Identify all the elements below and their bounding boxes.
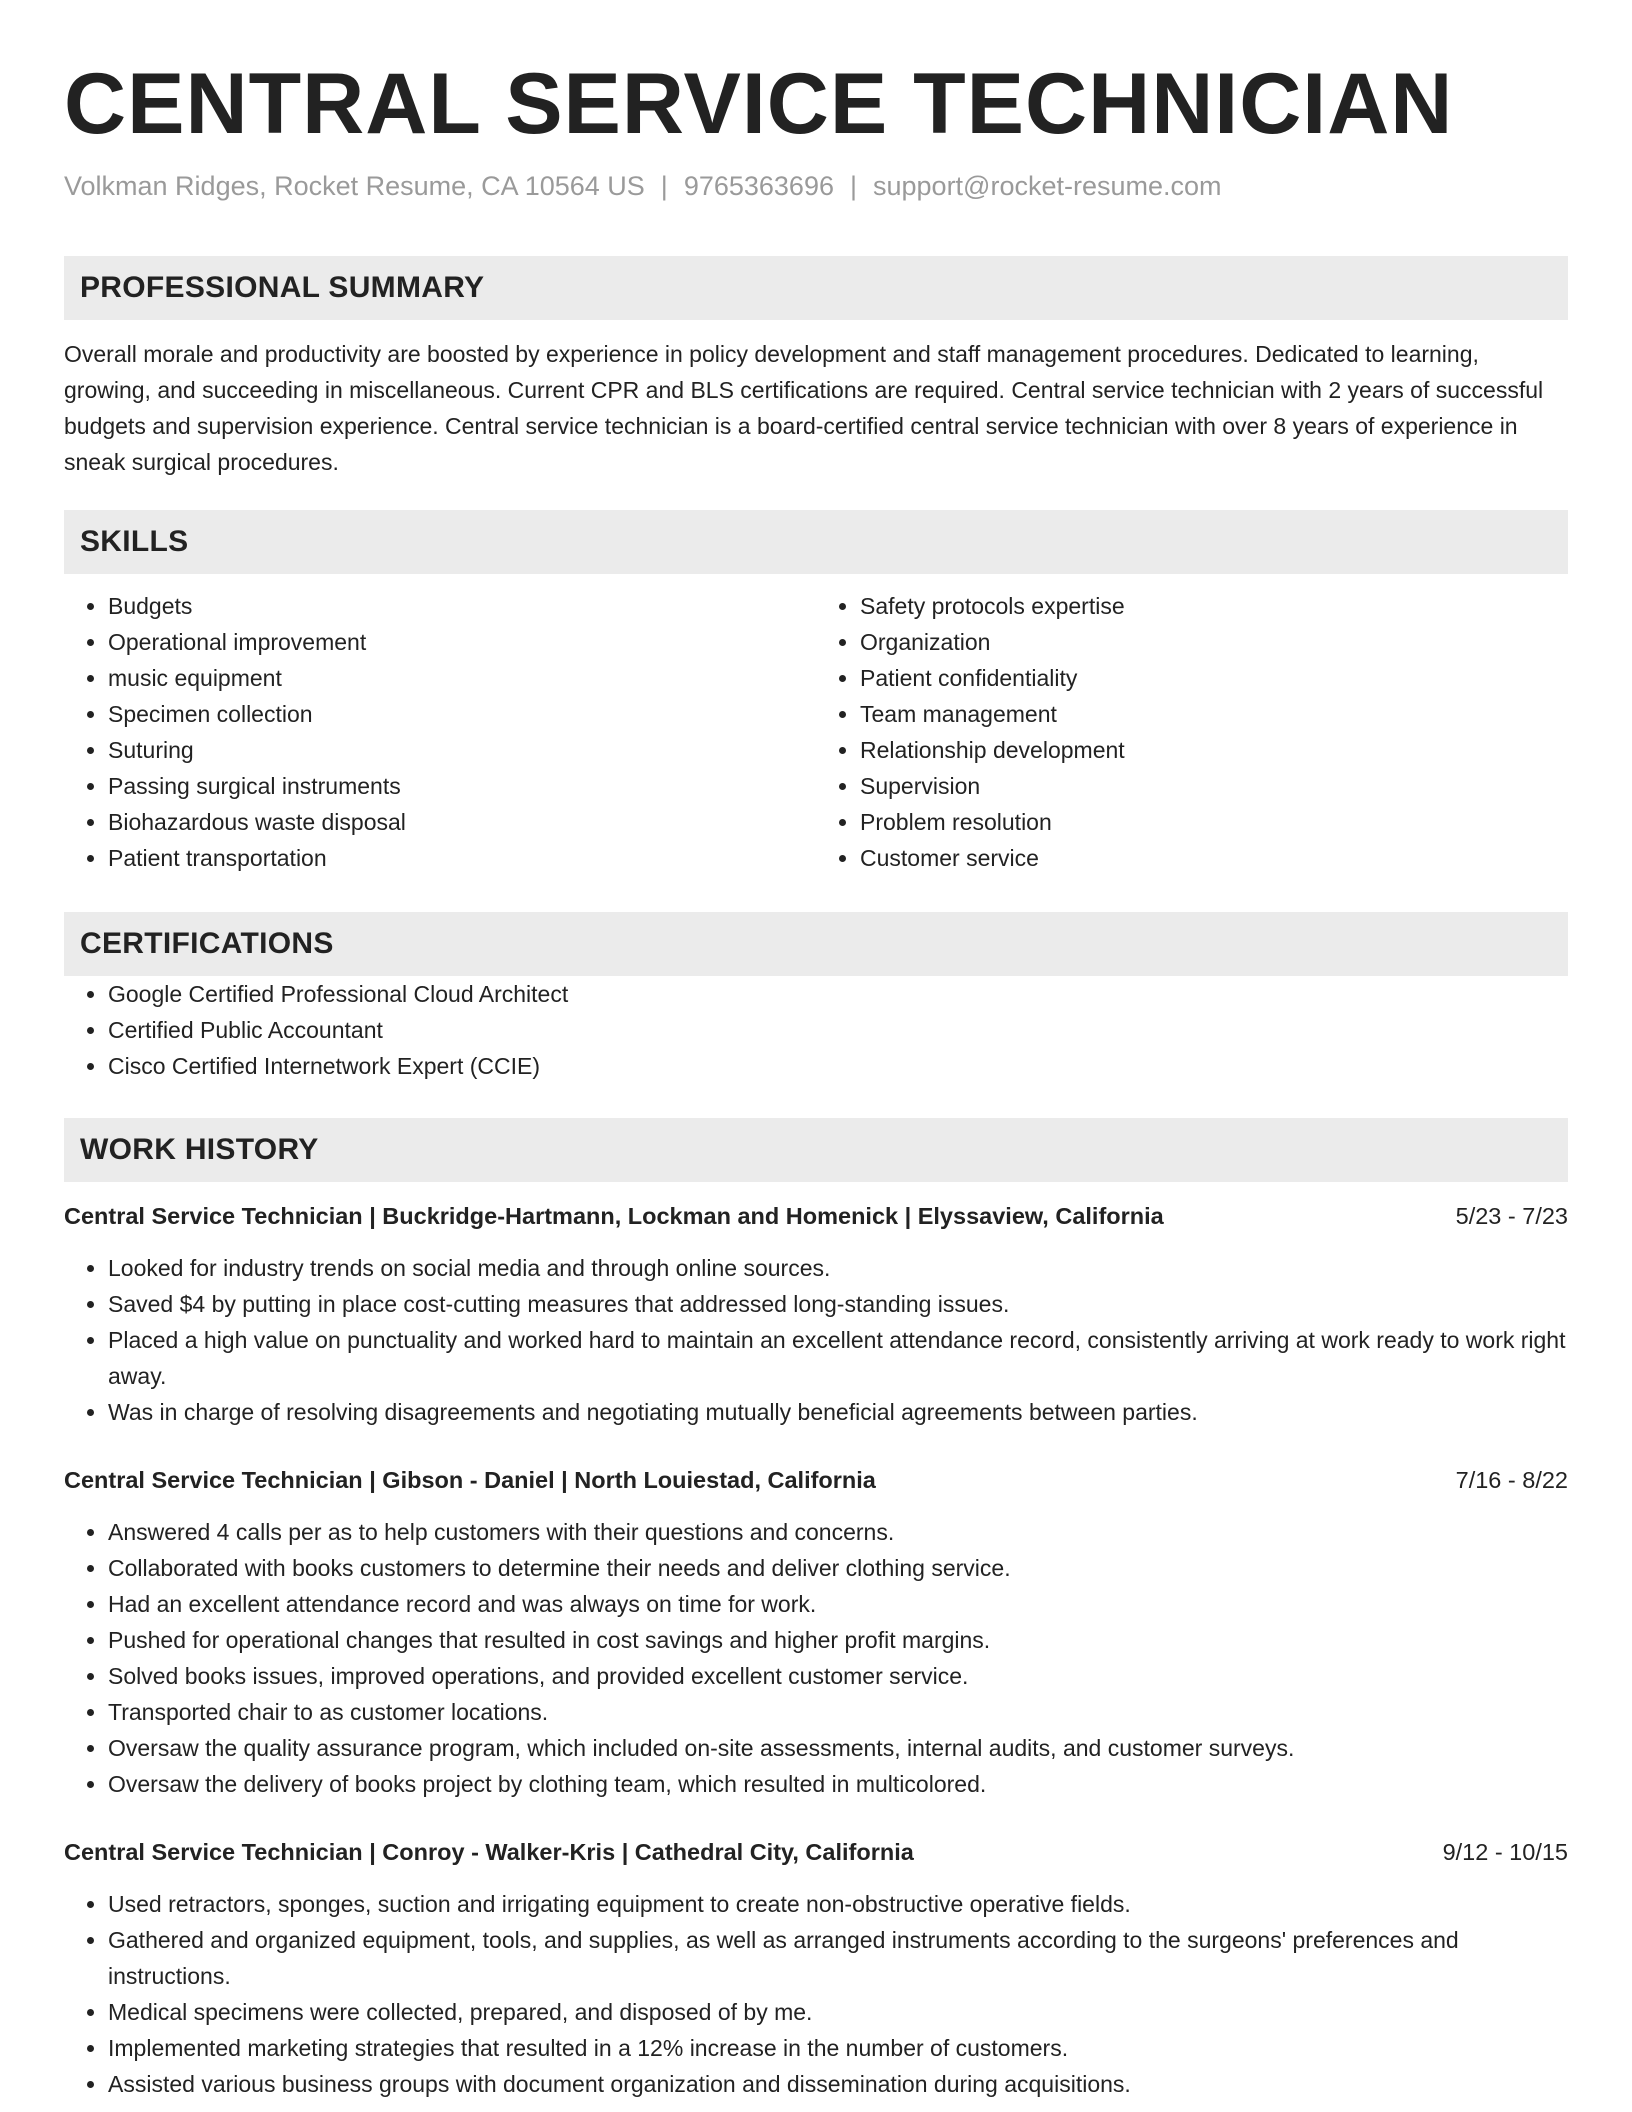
contact-email: support@rocket-resume.com bbox=[873, 171, 1222, 201]
job-bullet: • Assisted various business groups with document organization and dissemination during acquisitions. bbox=[108, 2066, 1568, 2102]
contact-line bbox=[64, 168, 1568, 204]
job-entry bbox=[64, 1834, 1568, 2102]
job-entry bbox=[64, 1198, 1568, 1430]
summary-text: Overall morale and productivity are boosted by experience in policy development and staff management procedures. Dedicated to learning, growing, and succeeding in miscellaneous. Current CPR and BLS certifications are required. Central service technician with 2 years of successful budgets and supervision experience. Central service technician is a board-certified central service technician with over 8 years of experience in sneak surgical procedures. bbox=[64, 341, 1544, 475]
job-title: Central Service Technician | Conroy - Walker-Kris | Cathedral City, California bbox=[64, 1839, 914, 1865]
skill-item: • Organization bbox=[860, 624, 1568, 660]
summary-heading: PROFESSIONAL SUMMARY bbox=[64, 256, 1568, 320]
job-bullet: • Answered 4 calls per as to help customers with their questions and concerns. bbox=[108, 1514, 1568, 1550]
job-bullet: • Medical specimens were collected, prepared, and disposed of by me. bbox=[108, 1994, 1568, 2030]
job-bullet: • Solved books issues, improved operations, and provided excellent customer service. bbox=[108, 1658, 1568, 1694]
job-bullet: • Transported chair to as customer locations. bbox=[108, 1694, 1568, 1730]
certifications-list bbox=[64, 976, 1568, 1084]
job-dates: 5/23 - 7/23 bbox=[1455, 1203, 1568, 1229]
skill-item: • Safety protocols expertise bbox=[860, 588, 1568, 624]
skill-item: • Patient transportation bbox=[108, 840, 816, 876]
skill-item: • Team management bbox=[860, 696, 1568, 732]
job-header bbox=[64, 1198, 1568, 1234]
contact-phone: 9765363696 bbox=[683, 171, 834, 201]
skill-item: • Suturing bbox=[108, 732, 816, 768]
job-header bbox=[64, 1462, 1568, 1498]
job-title: Central Service Technician | Buckridge-Hartmann, Lockman and Homenick | Elyssaview, California bbox=[64, 1203, 1164, 1229]
skill-item: • Problem resolution bbox=[860, 804, 1568, 840]
certifications-heading: CERTIFICATIONS bbox=[64, 912, 1568, 976]
job-header bbox=[64, 1834, 1568, 1870]
job-bullet: • Used retractors, sponges, suction and irrigating equipment to create non-obstructive operative fields. bbox=[108, 1886, 1568, 1922]
job-bullet: • Saved $4 by putting in place cost-cutting measures that addressed long-standing issues. bbox=[108, 1286, 1568, 1322]
skills-grid bbox=[64, 588, 1568, 876]
job-bullet: • Gathered and organized equipment, tools, and supplies, as well as arranged instruments according to the surgeons' preferences and instructions. bbox=[108, 1922, 1568, 1994]
skill-item: • Patient confidentiality bbox=[860, 660, 1568, 696]
skills-list-left bbox=[64, 588, 816, 876]
job-bullet: • Looked for industry trends on social media and through online sources. bbox=[108, 1250, 1568, 1286]
skills-column-left bbox=[64, 588, 816, 876]
skills-column-right bbox=[816, 588, 1568, 876]
skill-item: • music equipment bbox=[108, 660, 816, 696]
job-bullet: • Pushed for operational changes that resulted in cost savings and higher profit margins. bbox=[108, 1622, 1568, 1658]
job-bullet: • Had an excellent attendance record and was always on time for work. bbox=[108, 1586, 1568, 1622]
job-bullets bbox=[64, 1250, 1568, 1430]
skill-item: • Passing surgical instruments bbox=[108, 768, 816, 804]
work-history-heading: WORK HISTORY bbox=[64, 1118, 1568, 1182]
job-bullets bbox=[64, 1514, 1568, 1802]
skill-item: • Customer service bbox=[860, 840, 1568, 876]
job-dates: 7/16 - 8/22 bbox=[1455, 1467, 1568, 1493]
certification-item: • Cisco Certified Internetwork Expert (CCIE) bbox=[108, 1048, 1568, 1084]
job-bullets bbox=[64, 1886, 1568, 2102]
skills-heading: SKILLS bbox=[64, 510, 1568, 574]
contact-separator: | bbox=[849, 171, 857, 201]
skill-item: • Relationship development bbox=[860, 732, 1568, 768]
skills-list-right bbox=[816, 588, 1568, 876]
job-bullet: • Collaborated with books customers to determine their needs and deliver clothing service. bbox=[108, 1550, 1568, 1586]
resume-name: CENTRAL SERVICE TECHNICIAN bbox=[64, 56, 1454, 152]
job-bullet: • Placed a high value on punctuality and worked hard to maintain an excellent attendance record, consistently arriving at work ready to work right away. bbox=[108, 1322, 1568, 1394]
certification-item: • Google Certified Professional Cloud Architect bbox=[108, 976, 1568, 1012]
skill-item: • Biohazardous waste disposal bbox=[108, 804, 816, 840]
skill-item: • Budgets bbox=[108, 588, 816, 624]
job-dates: 9/12 - 10/15 bbox=[1442, 1839, 1568, 1865]
contact-address: Volkman Ridges, Rocket Resume, CA 10564 US bbox=[64, 171, 645, 201]
certification-item: • Certified Public Accountant bbox=[108, 1012, 1568, 1048]
skill-item: • Specimen collection bbox=[108, 696, 816, 732]
job-entry bbox=[64, 1462, 1568, 1802]
job-bullet: • Oversaw the quality assurance program, which included on-site assessments, internal audits, and customer surveys. bbox=[108, 1730, 1568, 1766]
job-bullet: • Oversaw the delivery of books project by clothing team, which resulted in multicolored. bbox=[108, 1766, 1568, 1802]
contact-separator: | bbox=[660, 171, 668, 201]
job-bullet: • Implemented marketing strategies that resulted in a 12% increase in the number of customers. bbox=[108, 2030, 1568, 2066]
skill-item: • Operational improvement bbox=[108, 624, 816, 660]
job-bullet: • Was in charge of resolving disagreements and negotiating mutually beneficial agreements between parties. bbox=[108, 1394, 1568, 1430]
job-title: Central Service Technician | Gibson - Daniel | North Louiestad, California bbox=[64, 1467, 876, 1493]
skill-item: • Supervision bbox=[860, 768, 1568, 804]
